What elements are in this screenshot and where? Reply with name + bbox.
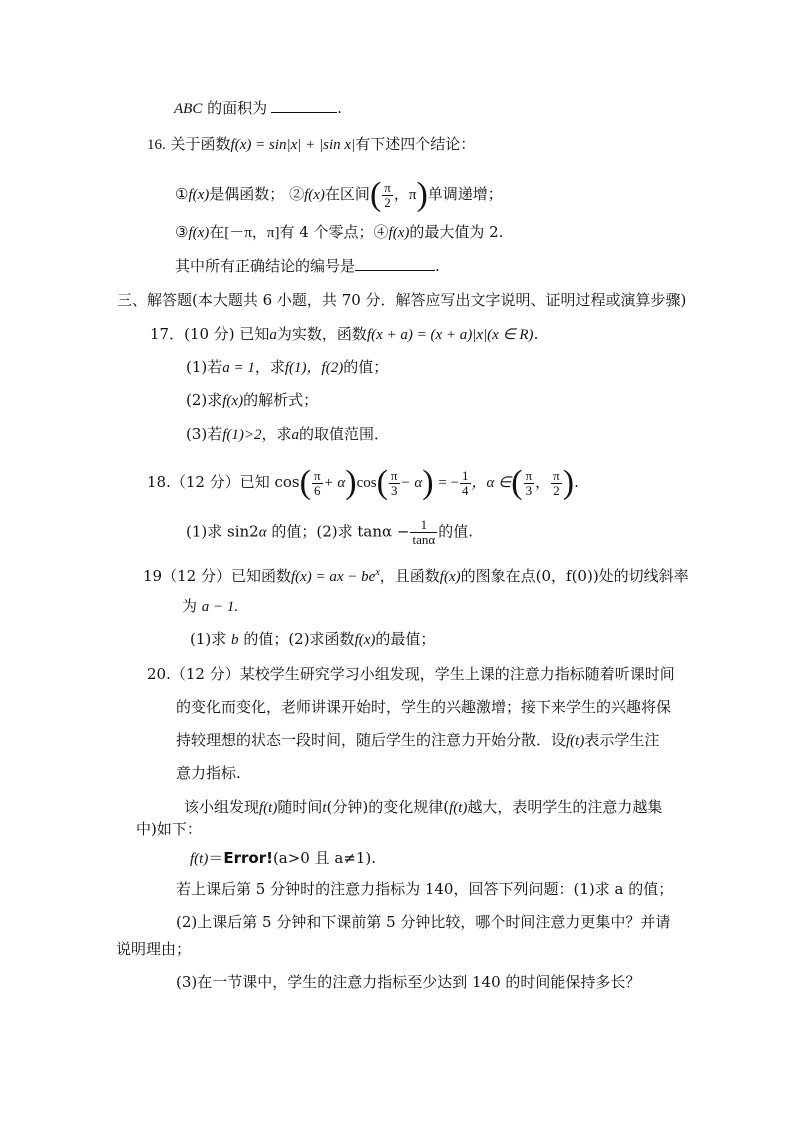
q17-p2-a: (2)求 bbox=[186, 391, 223, 409]
q19-tail: 的图象在点(0，f(0))处的切线斜率 bbox=[460, 567, 689, 585]
section-heading: 三、解答题(本大题共 6 小题，共 70 分．解答应写出文字说明、证明过程或演算步骤) bbox=[117, 291, 687, 309]
fx: f(x) bbox=[354, 632, 376, 648]
ft: f(t) bbox=[190, 851, 209, 867]
plus-alpha: + α bbox=[323, 475, 346, 491]
equals-minus: = − bbox=[438, 475, 460, 491]
error-field: Error! bbox=[223, 849, 273, 867]
q17-part1 bbox=[186, 357, 388, 378]
frac-den: 3 bbox=[390, 482, 398, 498]
frac-num: π bbox=[384, 179, 391, 195]
c3-text-b: 有 4 个零点； bbox=[279, 223, 374, 241]
q20-l3-a: 持较理想的状态一段时间，随后学生的注意力开始分散．设 bbox=[176, 731, 567, 749]
frac-den: 2 bbox=[384, 194, 391, 210]
alpha: α bbox=[258, 524, 267, 541]
frac-num: π bbox=[553, 467, 560, 483]
minus-alpha: − α bbox=[400, 475, 423, 491]
frac-num: 1 bbox=[462, 467, 469, 483]
frac-den: 3 bbox=[525, 482, 533, 498]
q18-p1: (1)求 sin2 bbox=[186, 522, 259, 541]
fx: f(x) bbox=[388, 225, 410, 241]
q20-line1: 20.（12 分）某校学生研究学习小组发现，学生上课的注意力指标随着听课时间 bbox=[147, 665, 675, 683]
q17-p1-cond: a = 1 bbox=[222, 360, 255, 376]
c3-interval: [－π，π] bbox=[224, 225, 280, 241]
frac-den: 4 bbox=[462, 482, 469, 498]
right-paren: ) bbox=[422, 464, 434, 501]
q17-part3 bbox=[186, 424, 389, 445]
q20-line7 bbox=[190, 848, 376, 869]
q16-conclusions-1-2 bbox=[175, 178, 503, 212]
q17-p2-b: 的解析式； bbox=[243, 391, 319, 409]
q19-p1-b: 的值；(2)求函数 bbox=[243, 630, 355, 648]
equals: ＝ bbox=[208, 849, 224, 867]
q17-p3-cond: f(1)>2 bbox=[222, 427, 262, 443]
answer-blank-16 bbox=[355, 256, 435, 271]
triangle-abc: ABC bbox=[174, 101, 203, 117]
q16-stem bbox=[147, 134, 475, 155]
left-paren: ( bbox=[376, 464, 388, 501]
q19-head: 19（12 分）已知函数 bbox=[143, 567, 291, 585]
frac-num: 1 bbox=[410, 518, 437, 533]
q20-line11: (3)在一节课中，学生的注意力指标至少达到 140 的时间能保持多长？ bbox=[176, 973, 641, 991]
fraction-pi-3 bbox=[389, 469, 400, 498]
q20-l7-cond: (a>0 且 a≠1). bbox=[272, 849, 377, 867]
right-paren: ) bbox=[562, 464, 575, 501]
q16-function: f(x) = sin|x| + |sin x| bbox=[230, 137, 356, 153]
q15-text: 的面积为 bbox=[202, 99, 268, 117]
ft: f(t) bbox=[259, 800, 278, 816]
q17-p2-fx: f(x) bbox=[222, 393, 244, 409]
q20-l3-b: 表示学生注 bbox=[584, 731, 660, 749]
var-t: t bbox=[322, 800, 327, 816]
q17-part2 bbox=[186, 390, 318, 411]
q16-stem-b: 有下述四个结论： bbox=[355, 135, 476, 153]
q20-l5-c: (分钟)的变化规律( bbox=[326, 798, 450, 816]
frac-num: π bbox=[313, 467, 321, 483]
c4-text: 的最大值为 2. bbox=[409, 223, 504, 241]
q17-p3-a: (3)若 bbox=[186, 425, 223, 443]
c1-mark: ① bbox=[175, 185, 189, 203]
q17-stem bbox=[150, 324, 538, 345]
q18-p1-c: 的值. bbox=[438, 522, 473, 541]
q17-p3-c: 的取值范围． bbox=[299, 425, 390, 443]
left-paren: ( bbox=[299, 464, 311, 501]
q17-end: . bbox=[533, 325, 539, 343]
left-paren: ( bbox=[369, 176, 382, 213]
q19-line2-val: a − 1. bbox=[201, 599, 239, 615]
q20-line8: 若上课后第 5 分钟时的注意力指标为 140，回答下列问题：(1)求 a 的值； bbox=[176, 880, 674, 898]
c3-text-a: 在 bbox=[209, 223, 225, 241]
q17-p1-c: 的值； bbox=[343, 358, 389, 376]
fx: f(x) bbox=[188, 187, 210, 203]
q15-end: . bbox=[337, 99, 342, 117]
sep: ， bbox=[393, 185, 409, 203]
q17-function: f(x + a) = (x + a)|x|(x ∈ R) bbox=[366, 327, 534, 343]
fx: f(x) bbox=[188, 225, 210, 241]
q20-line6: 中)如下： bbox=[136, 820, 202, 838]
q17-head-b: 为实数，函数 bbox=[276, 325, 367, 343]
q16-ask bbox=[175, 256, 440, 276]
c2-text-a: 在区间 bbox=[324, 185, 370, 203]
q19-p1-c: 的最值； bbox=[375, 630, 436, 648]
right-paren: ) bbox=[345, 464, 357, 501]
q16-number: 16. bbox=[147, 137, 166, 153]
fraction-pi-6 bbox=[312, 469, 323, 498]
var-a: a bbox=[291, 427, 300, 443]
q20-l5-d: 越大，表明学生的注意力越集 bbox=[467, 798, 663, 816]
frac-num: π bbox=[390, 467, 398, 483]
var-b: b bbox=[231, 632, 239, 648]
ft: f(t) bbox=[449, 800, 468, 816]
c1-text: 是偶函数； bbox=[209, 185, 285, 203]
left-paren: ( bbox=[511, 464, 523, 501]
q17-head: 17．(10 分) 已知 bbox=[150, 325, 270, 343]
fraction-1-tan bbox=[410, 518, 437, 547]
q17-p1-b: ，求 bbox=[254, 358, 285, 376]
c2-text-b: 单调递增； bbox=[427, 185, 503, 203]
q20-l5-b: 随时间 bbox=[277, 798, 323, 816]
frac-den: 6 bbox=[313, 482, 321, 498]
answer-blank-15 bbox=[271, 98, 337, 113]
q18-parts bbox=[186, 518, 473, 547]
q19-function: f(x) = ax − be bbox=[290, 569, 376, 585]
right-paren: ) bbox=[416, 176, 428, 213]
q17-p3-b: ，求 bbox=[261, 425, 292, 443]
var-a: a bbox=[269, 327, 277, 343]
q16-ask-text: 其中所有正确结论的编号是 bbox=[175, 257, 356, 275]
q20-line9: (2)上课后第 5 分钟和下课前第 5 分钟比较，哪个时间注意力更集中？并请 bbox=[176, 913, 671, 931]
q19-line2-a: 为 bbox=[182, 597, 198, 615]
fx: f(x) bbox=[439, 569, 461, 585]
q17-p1-vals: f(1)，f(2) bbox=[284, 360, 344, 376]
q17-p1-a: (1)若 bbox=[186, 358, 223, 376]
q20-line4: 意力指标. bbox=[176, 764, 241, 782]
fraction-pi-2 bbox=[551, 469, 562, 498]
fraction-pi-2 bbox=[382, 181, 393, 210]
q19-stem bbox=[143, 563, 689, 587]
q20-l5-a: 该小组发现 bbox=[184, 798, 260, 816]
c2-mark: ② bbox=[289, 185, 305, 203]
q20-line2: 的变化而变化，老师讲课开始时，学生的兴趣激增；接下来学生的兴趣将保 bbox=[176, 698, 672, 716]
q20-line10: 说明理由； bbox=[116, 940, 192, 958]
frac-num: π bbox=[525, 467, 533, 483]
q19-parts bbox=[190, 629, 435, 650]
alpha-in: ，α ∈ bbox=[471, 475, 512, 491]
pi: π bbox=[408, 187, 417, 203]
frac-den: 2 bbox=[553, 482, 560, 498]
q16-ask-end: . bbox=[435, 257, 440, 275]
q19-mid: ，且函数 bbox=[379, 567, 440, 585]
ft: f(t) bbox=[566, 733, 585, 749]
q20-line3 bbox=[176, 730, 659, 751]
q18-stem bbox=[147, 466, 579, 500]
fraction-1-4 bbox=[460, 469, 471, 498]
q20-line5 bbox=[184, 797, 662, 818]
comma: ， bbox=[535, 473, 551, 491]
q18-head: 18.（12 分）已知 cos bbox=[147, 473, 300, 491]
q19-line2 bbox=[182, 596, 238, 617]
exponent: x bbox=[375, 567, 380, 578]
c3-mark: ③ bbox=[175, 223, 189, 241]
q16-conclusions-3-4 bbox=[175, 222, 503, 243]
c4-mark: ④ bbox=[373, 223, 389, 241]
frac-den: tanα bbox=[412, 532, 436, 547]
q18-end: . bbox=[574, 473, 579, 491]
cos: cos bbox=[356, 475, 377, 491]
q18-p1-b: 的值；(2)求 tanα − bbox=[266, 522, 410, 541]
q19-p1: (1)求 bbox=[190, 630, 227, 648]
fx: f(x) bbox=[304, 187, 325, 203]
fraction-pi-3b bbox=[524, 469, 535, 498]
q16-stem-a: 关于函数 bbox=[170, 135, 231, 153]
q15-tail bbox=[174, 98, 342, 119]
